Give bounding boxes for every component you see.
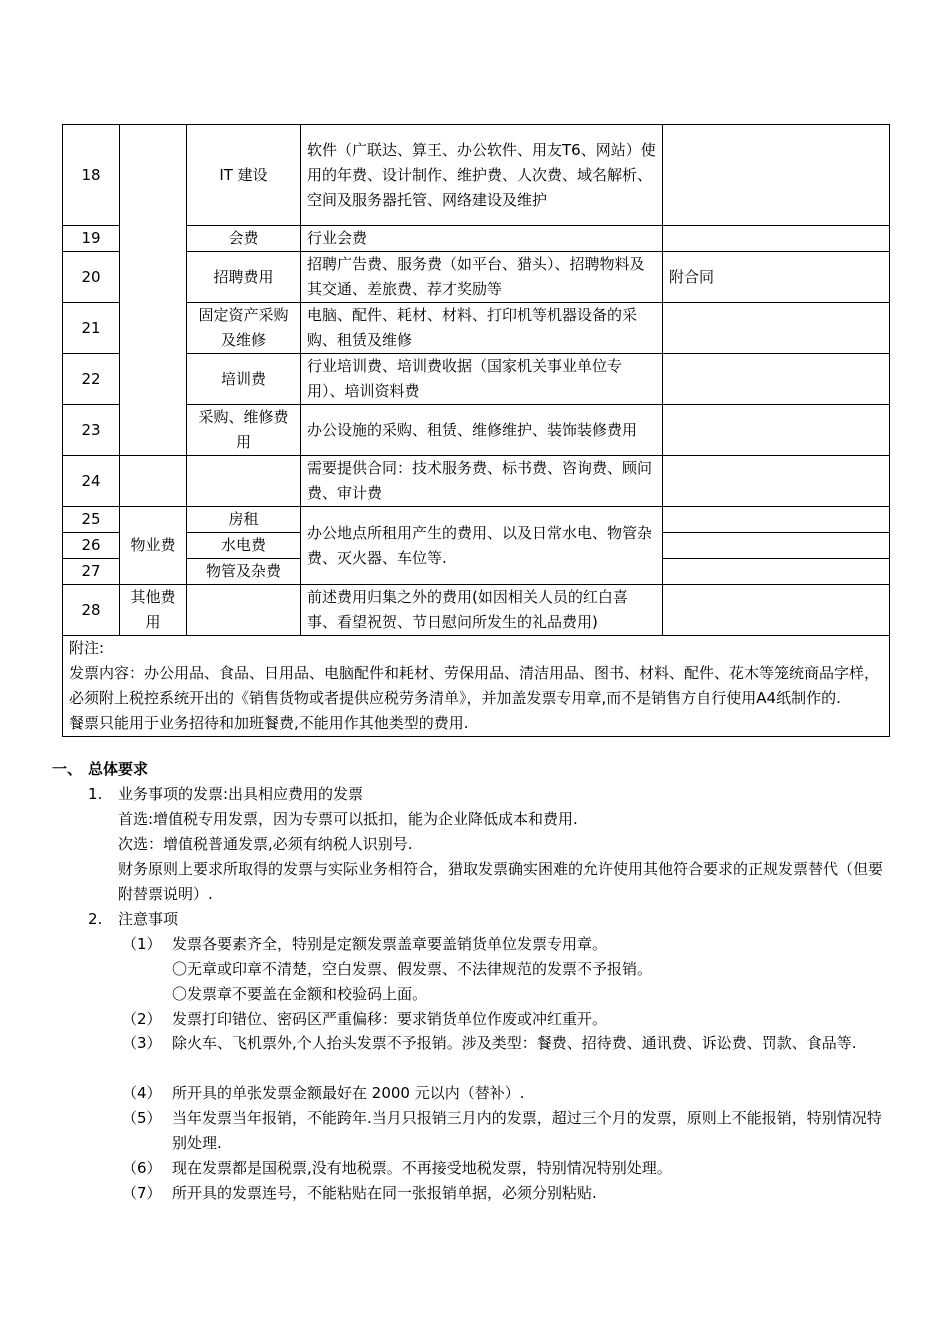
row-number: 22 (63, 354, 120, 405)
table-row (63, 585, 890, 636)
row-number: 28 (63, 585, 120, 636)
table-row (63, 405, 890, 456)
table-row (63, 125, 890, 226)
remarks-line: 餐票只能用于业务招待和加班餐费,不能用作其他类型的费用. (69, 714, 469, 732)
table-row (63, 354, 890, 405)
subcategory-cell: 水电费 (187, 533, 301, 559)
note-cell (663, 405, 890, 456)
category-cell-other: 其他费用 (120, 585, 187, 636)
note-cell (663, 507, 890, 533)
note-cell (663, 585, 890, 636)
sub-item-text: 所开具的单张发票金额最好在 2000 元以内（替补）. (172, 1084, 525, 1102)
row-number: 19 (63, 226, 120, 252)
subcategory-cell (187, 456, 301, 507)
row-number: 23 (63, 405, 120, 456)
table-row (63, 456, 890, 507)
description-cell: 行业培训费、培训费收据（国家机关事业单位专用）、培训资料费 (301, 354, 663, 405)
note-cell (663, 559, 890, 585)
sub-item-number: （7） (122, 1184, 162, 1202)
sub-item-number: （5） (122, 1109, 162, 1127)
paragraph: 次选：增值税普通发票,必须有纳税人识别号. (118, 835, 413, 853)
sub-item-number: （3） (122, 1034, 162, 1052)
note-cell: 附合同 (663, 252, 890, 303)
description-cell: 需要提供合同：技术服务费、标书费、咨询费、顾问费、审计费 (301, 456, 663, 507)
table-row (63, 252, 890, 303)
remarks-row (63, 636, 890, 737)
category-cell-blank (120, 456, 187, 507)
description-cell: 软件（广联达、算王、办公软件、用友T6、网站）使用的年费、设计制作、维护费、人次费、域名解析、空间及服务器托管、网络建设及维护 (301, 125, 663, 226)
note-cell (663, 456, 890, 507)
sub-item-number: （4） (122, 1084, 162, 1102)
subcategory-cell: 培训费 (187, 354, 301, 405)
sub-item-number: （6） (122, 1159, 162, 1177)
remarks-title: 附注: (69, 639, 105, 657)
row-number: 27 (63, 559, 120, 585)
sub-item-text: 〇无章或印章不清楚，空白发票、假发票、不法律规范的发票不予报销。 (172, 960, 653, 978)
sub-item-text: 〇发票章不要盖在金额和校验码上面。 (172, 985, 428, 1003)
subcategory-cell: IT 建设 (187, 125, 301, 226)
sub-item-text: 现在发票都是国税票,没有地税票。不再接受地税发票，特别情况特别处理。 (172, 1159, 672, 1177)
table-row (63, 507, 890, 533)
row-number: 25 (63, 507, 120, 533)
subcategory-cell: 采购、维修费用 (187, 405, 301, 456)
note-cell (663, 125, 890, 226)
row-number: 26 (63, 533, 120, 559)
sub-item-number: （1） (122, 935, 162, 953)
section-title: 总体要求 (88, 760, 149, 778)
table-row (63, 226, 890, 252)
subcategory-cell: 房租 (187, 507, 301, 533)
sub-item-text: 所开具的发票连号，不能粘贴在同一张报销单据，必须分别粘贴. (172, 1184, 597, 1202)
subcategory-cell (187, 585, 301, 636)
description-cell: 招聘广告费、服务费（如平台、猎头）、招聘物料及其交通、差旅费、荐才奖励等 (301, 252, 663, 303)
remarks-cell (63, 636, 890, 737)
sub-item-text: 发票各要素齐全，特别是定额发票盖章要盖销货单位发票专用章。 (172, 935, 608, 953)
section-heading (52, 757, 148, 781)
row-number: 21 (63, 303, 120, 354)
paragraph: 财务原则上要求所取得的发票与实际业务相符合，猎取发票确实困难的允许使用其他符合要求的正规发票替代（但要附替票说明）. (118, 860, 884, 903)
item-number: 2. (88, 910, 103, 928)
description-cell-property: 办公地点所租用产生的费用、以及日常水电、物管杂费、灭火器、车位等. (301, 507, 663, 585)
description-cell: 行业会费 (301, 226, 663, 252)
description-cell: 办公设施的采购、租赁、维修维护、装饰装修费用 (301, 405, 663, 456)
sub-item-text: 除火车、飞机票外,个人抬头发票不予报销。涉及类型：餐费、招待费、通讯费、诉讼费、罚款、食品等. (172, 1034, 857, 1052)
item-title: 注意事项 (118, 910, 179, 928)
sub-item-text: 当年发票当年报销，不能跨年.当月只报销三月内的发票，超过三个月的发票，原则上不能报销，特别情况特别处理. (172, 1109, 882, 1152)
subcategory-cell: 固定资产采购及维修 (187, 303, 301, 354)
category-cell-blank (120, 125, 187, 456)
subcategory-cell: 招聘费用 (187, 252, 301, 303)
note-cell (663, 303, 890, 354)
sub-item-text: 发票打印错位、密码区严重偏移：要求销货单位作废或冲红重开。 (172, 1010, 608, 1028)
section-number: 一、 (52, 760, 83, 778)
note-cell (663, 354, 890, 405)
note-cell (663, 226, 890, 252)
category-cell-property: 物业费 (120, 507, 187, 585)
paragraph: 首选:增值税专用发票，因为专票可以抵扣，能为企业降低成本和费用. (118, 810, 578, 828)
table-row (63, 303, 890, 354)
subcategory-cell: 物管及杂费 (187, 559, 301, 585)
item-number: 1. (88, 785, 103, 803)
remarks-line: 发票内容：办公用品、食品、日用品、电脑配件和耗材、劳保用品、清洁用品、图书、材料、配件、花木等笼统商品字样，必须附上税控系统开出的《销售货物或者提供应税劳务清单》，并加盖发票专用章,而不是销售方自行使用A4纸制作的. (69, 664, 880, 707)
note-cell (663, 533, 890, 559)
row-number: 20 (63, 252, 120, 303)
description-cell: 前述费用归集之外的费用(如因相关人员的红白喜事、看望祝贺、节日慰问所发生的礼品费用) (301, 585, 663, 636)
description-cell: 电脑、配件、耗材、材料、打印机等机器设备的采购、租赁及维修 (301, 303, 663, 354)
sub-item-number: （2） (122, 1010, 162, 1028)
expense-category-table (62, 124, 890, 737)
row-number: 24 (63, 456, 120, 507)
row-number: 18 (63, 125, 120, 226)
subcategory-cell: 会费 (187, 226, 301, 252)
item-title: 业务事项的发票:出具相应费用的发票 (118, 785, 364, 803)
